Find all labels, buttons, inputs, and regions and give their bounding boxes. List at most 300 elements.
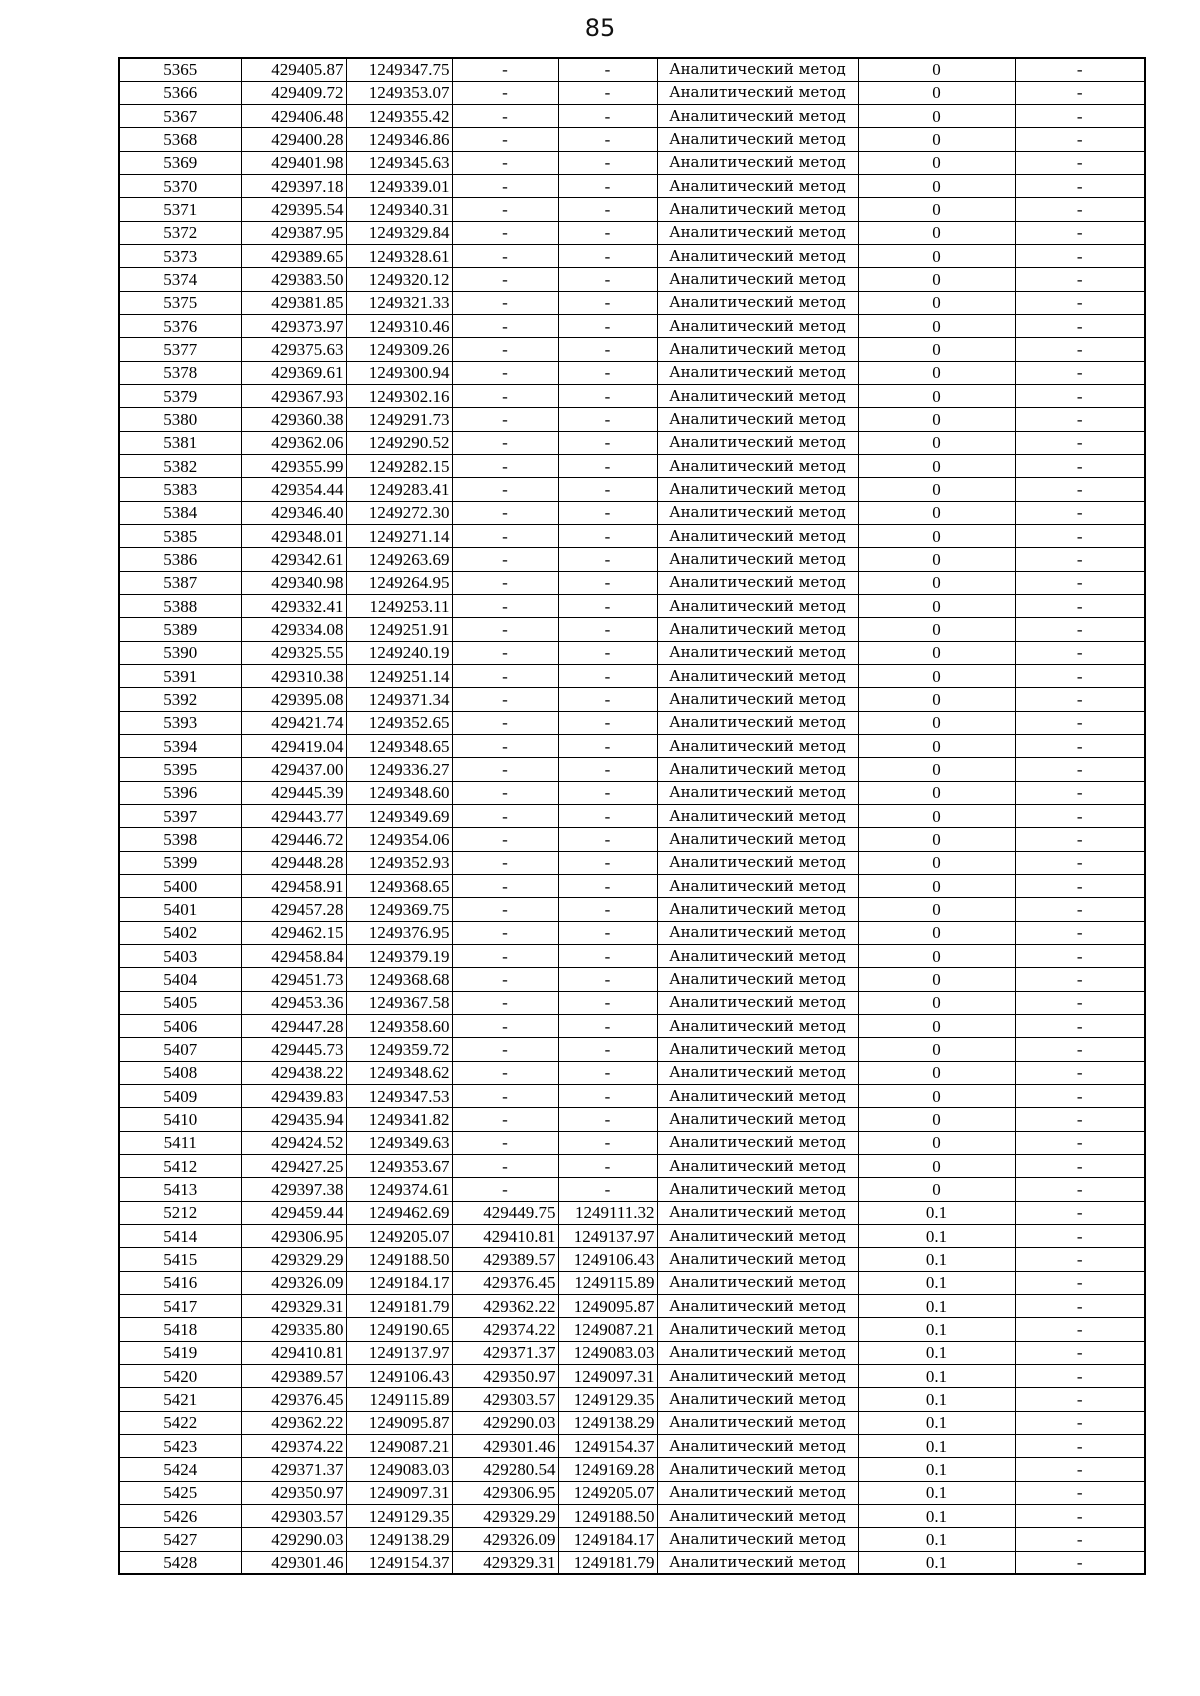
table-row: [119, 571, 1145, 594]
cell-note: -: [1015, 245, 1145, 268]
cell-x-coordinate-prev: 429306.95: [452, 1481, 558, 1504]
cell-x-coordinate-prev: 429410.81: [452, 1224, 558, 1247]
cell-x-coordinate-prev: -: [452, 1014, 558, 1037]
cell-accuracy: 0: [858, 991, 1015, 1014]
table-row: [119, 805, 1145, 828]
cell-method: Аналитический метод: [657, 1318, 858, 1341]
cell-point-number: 5382: [119, 455, 241, 478]
cell-note: -: [1015, 874, 1145, 897]
cell-accuracy: 0: [858, 361, 1015, 384]
cell-method: Аналитический метод: [657, 874, 858, 897]
table-row: [119, 525, 1145, 548]
cell-method: Аналитический метод: [657, 711, 858, 734]
table-row: [119, 1014, 1145, 1037]
cell-y-coordinate-prev: -: [558, 151, 657, 174]
cell-accuracy: 0.1: [858, 1458, 1015, 1481]
cell-y-coordinate: 1249138.29: [346, 1528, 452, 1551]
cell-accuracy: 0: [858, 898, 1015, 921]
cell-note: -: [1015, 1084, 1145, 1107]
cell-point-number: 5372: [119, 221, 241, 244]
cell-x-coordinate-prev: -: [452, 58, 558, 81]
cell-x-coordinate: 429367.93: [241, 385, 346, 408]
cell-x-coordinate-prev: -: [452, 758, 558, 781]
cell-note: -: [1015, 221, 1145, 244]
table-row: [119, 1178, 1145, 1201]
cell-note: -: [1015, 198, 1145, 221]
cell-y-coordinate: 1249368.68: [346, 968, 452, 991]
cell-note: -: [1015, 81, 1145, 104]
cell-method: Аналитический метод: [657, 268, 858, 291]
cell-y-coordinate-prev: -: [558, 758, 657, 781]
cell-y-coordinate: 1249106.43: [346, 1364, 452, 1387]
cell-y-coordinate-prev: -: [558, 1014, 657, 1037]
cell-method: Аналитический метод: [657, 548, 858, 571]
cell-accuracy: 0: [858, 151, 1015, 174]
cell-note: -: [1015, 1364, 1145, 1387]
cell-y-coordinate: 1249345.63: [346, 151, 452, 174]
table-row: [119, 455, 1145, 478]
cell-y-coordinate-prev: -: [558, 291, 657, 314]
cell-accuracy: 0: [858, 1154, 1015, 1177]
cell-y-coordinate-prev: -: [558, 851, 657, 874]
cell-method: Аналитический метод: [657, 1224, 858, 1247]
table-row: [119, 665, 1145, 688]
cell-method: Аналитический метод: [657, 1341, 858, 1364]
cell-accuracy: 0: [858, 58, 1015, 81]
cell-y-coordinate: 1249349.63: [346, 1131, 452, 1154]
cell-y-coordinate-prev: 1249169.28: [558, 1458, 657, 1481]
cell-method: Аналитический метод: [657, 58, 858, 81]
table-row: [119, 1294, 1145, 1317]
table-row: [119, 1528, 1145, 1551]
cell-method: Аналитический метод: [657, 735, 858, 758]
cell-point-number: 5405: [119, 991, 241, 1014]
table-row: [119, 851, 1145, 874]
cell-accuracy: 0.1: [858, 1201, 1015, 1224]
cell-accuracy: 0: [858, 944, 1015, 967]
cell-point-number: 5428: [119, 1551, 241, 1574]
cell-x-coordinate-prev: -: [452, 1084, 558, 1107]
cell-y-coordinate-prev: -: [558, 128, 657, 151]
cell-x-coordinate: 429457.28: [241, 898, 346, 921]
cell-point-number: 5416: [119, 1271, 241, 1294]
cell-point-number: 5427: [119, 1528, 241, 1551]
cell-note: -: [1015, 618, 1145, 641]
cell-accuracy: 0: [858, 175, 1015, 198]
table-row: [119, 58, 1145, 81]
cell-y-coordinate-prev: 1249129.35: [558, 1388, 657, 1411]
table-row: [119, 1061, 1145, 1084]
cell-note: -: [1015, 1131, 1145, 1154]
cell-method: Аналитический метод: [657, 1271, 858, 1294]
cell-y-coordinate: 1249462.69: [346, 1201, 452, 1224]
cell-method: Аналитический метод: [657, 291, 858, 314]
cell-x-coordinate: 429325.55: [241, 641, 346, 664]
table-row: [119, 128, 1145, 151]
cell-accuracy: 0: [858, 1108, 1015, 1131]
cell-note: -: [1015, 1528, 1145, 1551]
cell-note: -: [1015, 128, 1145, 151]
cell-point-number: 5424: [119, 1458, 241, 1481]
table-row: [119, 198, 1145, 221]
table-row: [119, 245, 1145, 268]
cell-y-coordinate-prev: -: [558, 268, 657, 291]
table-row: [119, 431, 1145, 454]
cell-x-coordinate: 429375.63: [241, 338, 346, 361]
cell-method: Аналитический метод: [657, 688, 858, 711]
cell-x-coordinate-prev: 429389.57: [452, 1248, 558, 1271]
cell-x-coordinate-prev: 429303.57: [452, 1388, 558, 1411]
cell-y-coordinate: 1249282.15: [346, 455, 452, 478]
table-row: [119, 385, 1145, 408]
cell-method: Аналитический метод: [657, 1551, 858, 1574]
cell-point-number: 5399: [119, 851, 241, 874]
cell-method: Аналитический метод: [657, 1154, 858, 1177]
cell-y-coordinate-prev: -: [558, 1131, 657, 1154]
table-row: [119, 175, 1145, 198]
cell-note: -: [1015, 805, 1145, 828]
cell-note: -: [1015, 315, 1145, 338]
table-row: [119, 548, 1145, 571]
table-row: [119, 874, 1145, 897]
cell-accuracy: 0: [858, 805, 1015, 828]
cell-y-coordinate-prev: -: [558, 874, 657, 897]
cell-x-coordinate: 429439.83: [241, 1084, 346, 1107]
cell-x-coordinate-prev: -: [452, 874, 558, 897]
cell-accuracy: 0: [858, 595, 1015, 618]
cell-x-coordinate: 429410.81: [241, 1341, 346, 1364]
cell-point-number: 5377: [119, 338, 241, 361]
cell-y-coordinate-prev: -: [558, 361, 657, 384]
table-row: [119, 828, 1145, 851]
cell-y-coordinate: 1249097.31: [346, 1481, 452, 1504]
cell-note: -: [1015, 1038, 1145, 1061]
cell-note: -: [1015, 1411, 1145, 1434]
cell-method: Аналитический метод: [657, 618, 858, 641]
cell-x-coordinate: 429427.25: [241, 1154, 346, 1177]
cell-y-coordinate-prev: -: [558, 1084, 657, 1107]
cell-note: -: [1015, 408, 1145, 431]
cell-x-coordinate: 429348.01: [241, 525, 346, 548]
cell-y-coordinate-prev: -: [558, 1061, 657, 1084]
cell-x-coordinate-prev: 429329.31: [452, 1551, 558, 1574]
cell-x-coordinate-prev: 429326.09: [452, 1528, 558, 1551]
cell-y-coordinate: 1249205.07: [346, 1224, 452, 1247]
cell-x-coordinate: 429421.74: [241, 711, 346, 734]
cell-note: -: [1015, 1458, 1145, 1481]
cell-x-coordinate-prev: -: [452, 898, 558, 921]
cell-method: Аналитический метод: [657, 665, 858, 688]
cell-note: -: [1015, 291, 1145, 314]
cell-point-number: 5407: [119, 1038, 241, 1061]
cell-point-number: 5420: [119, 1364, 241, 1387]
cell-y-coordinate: 1249154.37: [346, 1551, 452, 1574]
cell-method: Аналитический метод: [657, 525, 858, 548]
cell-y-coordinate-prev: -: [558, 828, 657, 851]
cell-method: Аналитический метод: [657, 361, 858, 384]
table-row: [119, 1318, 1145, 1341]
cell-x-coordinate-prev: -: [452, 291, 558, 314]
cell-method: Аналитический метод: [657, 455, 858, 478]
cell-point-number: 5418: [119, 1318, 241, 1341]
cell-y-coordinate: 1249369.75: [346, 898, 452, 921]
cell-note: -: [1015, 431, 1145, 454]
cell-point-number: 5368: [119, 128, 241, 151]
cell-y-coordinate-prev: 1249106.43: [558, 1248, 657, 1271]
cell-x-coordinate-prev: -: [452, 478, 558, 501]
cell-x-coordinate: 429437.00: [241, 758, 346, 781]
cell-x-coordinate: 429346.40: [241, 501, 346, 524]
cell-point-number: 5381: [119, 431, 241, 454]
cell-y-coordinate: 1249367.58: [346, 991, 452, 1014]
cell-method: Аналитический метод: [657, 105, 858, 128]
cell-accuracy: 0: [858, 828, 1015, 851]
cell-y-coordinate: 1249115.89: [346, 1388, 452, 1411]
cell-x-coordinate-prev: -: [452, 81, 558, 104]
coordinates-table: [118, 57, 1146, 1575]
cell-note: -: [1015, 641, 1145, 664]
cell-x-coordinate-prev: 429301.46: [452, 1434, 558, 1457]
cell-note: -: [1015, 1481, 1145, 1504]
cell-x-coordinate-prev: -: [452, 501, 558, 524]
cell-y-coordinate: 1249368.65: [346, 874, 452, 897]
cell-y-coordinate-prev: -: [558, 175, 657, 198]
cell-y-coordinate: 1249283.41: [346, 478, 452, 501]
cell-note: -: [1015, 478, 1145, 501]
cell-point-number: 5422: [119, 1411, 241, 1434]
cell-accuracy: 0: [858, 851, 1015, 874]
cell-point-number: 5391: [119, 665, 241, 688]
cell-x-coordinate: 429329.31: [241, 1294, 346, 1317]
cell-note: -: [1015, 595, 1145, 618]
cell-y-coordinate: 1249347.75: [346, 58, 452, 81]
cell-x-coordinate: 429326.09: [241, 1271, 346, 1294]
cell-y-coordinate: 1249352.93: [346, 851, 452, 874]
table-row: [119, 1341, 1145, 1364]
cell-method: Аналитический метод: [657, 408, 858, 431]
cell-y-coordinate: 1249129.35: [346, 1504, 452, 1527]
cell-method: Аналитический метод: [657, 1458, 858, 1481]
cell-note: -: [1015, 665, 1145, 688]
cell-note: -: [1015, 361, 1145, 384]
table-row: [119, 151, 1145, 174]
cell-y-coordinate: 1249376.95: [346, 921, 452, 944]
table-row: [119, 641, 1145, 664]
cell-point-number: 5392: [119, 688, 241, 711]
cell-x-coordinate: 429395.54: [241, 198, 346, 221]
cell-note: -: [1015, 268, 1145, 291]
cell-y-coordinate: 1249354.06: [346, 828, 452, 851]
cell-accuracy: 0: [858, 688, 1015, 711]
cell-x-coordinate: 429362.06: [241, 431, 346, 454]
cell-x-coordinate: 429369.61: [241, 361, 346, 384]
table-row: [119, 944, 1145, 967]
cell-x-coordinate-prev: -: [452, 1154, 558, 1177]
cell-accuracy: 0: [858, 478, 1015, 501]
cell-y-coordinate-prev: 1249095.87: [558, 1294, 657, 1317]
cell-y-coordinate-prev: -: [558, 58, 657, 81]
table-row: [119, 1248, 1145, 1271]
cell-point-number: 5400: [119, 874, 241, 897]
cell-x-coordinate: 429350.97: [241, 1481, 346, 1504]
cell-method: Аналитический метод: [657, 221, 858, 244]
cell-accuracy: 0: [858, 781, 1015, 804]
cell-note: -: [1015, 1248, 1145, 1271]
cell-method: Аналитический метод: [657, 385, 858, 408]
cell-y-coordinate: 1249320.12: [346, 268, 452, 291]
cell-y-coordinate-prev: 1249115.89: [558, 1271, 657, 1294]
cell-note: -: [1015, 1388, 1145, 1411]
cell-x-coordinate: 429405.87: [241, 58, 346, 81]
table-row: [119, 781, 1145, 804]
cell-y-coordinate: 1249352.65: [346, 711, 452, 734]
cell-method: Аналитический метод: [657, 571, 858, 594]
cell-y-coordinate-prev: -: [558, 81, 657, 104]
cell-y-coordinate: 1249290.52: [346, 431, 452, 454]
cell-x-coordinate-prev: -: [452, 921, 558, 944]
cell-method: Аналитический метод: [657, 641, 858, 664]
cell-note: -: [1015, 1061, 1145, 1084]
cell-x-coordinate-prev: -: [452, 688, 558, 711]
cell-y-coordinate: 1249300.94: [346, 361, 452, 384]
cell-y-coordinate: 1249309.26: [346, 338, 452, 361]
cell-accuracy: 0.1: [858, 1411, 1015, 1434]
cell-x-coordinate-prev: -: [452, 944, 558, 967]
cell-y-coordinate: 1249253.11: [346, 595, 452, 618]
cell-x-coordinate-prev: -: [452, 711, 558, 734]
cell-note: -: [1015, 151, 1145, 174]
cell-y-coordinate-prev: 1249181.79: [558, 1551, 657, 1574]
cell-point-number: 5406: [119, 1014, 241, 1037]
cell-y-coordinate-prev: -: [558, 455, 657, 478]
cell-x-coordinate-prev: 429362.22: [452, 1294, 558, 1317]
cell-y-coordinate: 1249264.95: [346, 571, 452, 594]
table-row: [119, 338, 1145, 361]
cell-x-coordinate-prev: -: [452, 151, 558, 174]
cell-note: -: [1015, 828, 1145, 851]
cell-point-number: 5375: [119, 291, 241, 314]
cell-y-coordinate-prev: -: [558, 735, 657, 758]
cell-y-coordinate-prev: -: [558, 805, 657, 828]
cell-note: -: [1015, 1551, 1145, 1574]
table-row: [119, 81, 1145, 104]
cell-y-coordinate: 1249379.19: [346, 944, 452, 967]
cell-x-coordinate-prev: -: [452, 1061, 558, 1084]
cell-x-coordinate-prev: 429329.29: [452, 1504, 558, 1527]
cell-x-coordinate: 429448.28: [241, 851, 346, 874]
cell-point-number: 5374: [119, 268, 241, 291]
cell-y-coordinate: 1249371.34: [346, 688, 452, 711]
cell-method: Аналитический метод: [657, 1248, 858, 1271]
cell-point-number: 5388: [119, 595, 241, 618]
cell-note: -: [1015, 711, 1145, 734]
cell-x-coordinate: 429334.08: [241, 618, 346, 641]
cell-x-coordinate: 429424.52: [241, 1131, 346, 1154]
cell-y-coordinate-prev: -: [558, 408, 657, 431]
table-row: [119, 1271, 1145, 1294]
cell-accuracy: 0: [858, 711, 1015, 734]
cell-x-coordinate: 429342.61: [241, 548, 346, 571]
cell-method: Аналитический метод: [657, 1388, 858, 1411]
cell-method: Аналитический метод: [657, 501, 858, 524]
cell-accuracy: 0.1: [858, 1504, 1015, 1527]
cell-y-coordinate-prev: -: [558, 221, 657, 244]
cell-note: -: [1015, 688, 1145, 711]
cell-y-coordinate: 1249087.21: [346, 1434, 452, 1457]
cell-x-coordinate-prev: -: [452, 781, 558, 804]
cell-point-number: 5397: [119, 805, 241, 828]
cell-point-number: 5415: [119, 1248, 241, 1271]
cell-method: Аналитический метод: [657, 898, 858, 921]
cell-accuracy: 0: [858, 1014, 1015, 1037]
cell-x-coordinate: 429458.91: [241, 874, 346, 897]
cell-accuracy: 0.1: [858, 1388, 1015, 1411]
cell-x-coordinate: 429409.72: [241, 81, 346, 104]
cell-note: -: [1015, 944, 1145, 967]
table-row: [119, 1481, 1145, 1504]
cell-note: -: [1015, 175, 1145, 198]
cell-x-coordinate-prev: -: [452, 268, 558, 291]
cell-point-number: 5398: [119, 828, 241, 851]
cell-y-coordinate: 1249240.19: [346, 641, 452, 664]
table-row: [119, 268, 1145, 291]
cell-y-coordinate-prev: -: [558, 641, 657, 664]
cell-method: Аналитический метод: [657, 338, 858, 361]
cell-y-coordinate: 1249329.84: [346, 221, 452, 244]
cell-method: Аналитический метод: [657, 851, 858, 874]
cell-method: Аналитический метод: [657, 245, 858, 268]
cell-x-coordinate: 429371.37: [241, 1458, 346, 1481]
cell-y-coordinate-prev: 1249184.17: [558, 1528, 657, 1551]
cell-method: Аналитический метод: [657, 1108, 858, 1131]
cell-note: -: [1015, 968, 1145, 991]
cell-x-coordinate: 429458.84: [241, 944, 346, 967]
cell-y-coordinate: 1249374.61: [346, 1178, 452, 1201]
cell-x-coordinate: 429400.28: [241, 128, 346, 151]
cell-method: Аналитический метод: [657, 1131, 858, 1154]
cell-note: -: [1015, 1201, 1145, 1224]
cell-x-coordinate: 429397.38: [241, 1178, 346, 1201]
cell-method: Аналитический метод: [657, 1528, 858, 1551]
cell-point-number: 5379: [119, 385, 241, 408]
table-body: [119, 58, 1145, 1574]
table-row: [119, 1551, 1145, 1574]
cell-y-coordinate-prev: -: [558, 338, 657, 361]
cell-note: -: [1015, 1014, 1145, 1037]
cell-method: Аналитический метод: [657, 1504, 858, 1527]
cell-method: Аналитический метод: [657, 175, 858, 198]
cell-x-coordinate-prev: -: [452, 525, 558, 548]
cell-point-number: 5385: [119, 525, 241, 548]
cell-point-number: 5413: [119, 1178, 241, 1201]
cell-y-coordinate-prev: -: [558, 1108, 657, 1131]
cell-x-coordinate: 429381.85: [241, 291, 346, 314]
cell-point-number: 5402: [119, 921, 241, 944]
cell-accuracy: 0.1: [858, 1294, 1015, 1317]
cell-x-coordinate: 429395.08: [241, 688, 346, 711]
cell-y-coordinate: 1249188.50: [346, 1248, 452, 1271]
cell-x-coordinate-prev: -: [452, 385, 558, 408]
cell-y-coordinate-prev: -: [558, 921, 657, 944]
cell-point-number: 5419: [119, 1341, 241, 1364]
cell-point-number: 5410: [119, 1108, 241, 1131]
cell-x-coordinate: 429445.73: [241, 1038, 346, 1061]
cell-x-coordinate-prev: -: [452, 338, 558, 361]
cell-y-coordinate: 1249346.86: [346, 128, 452, 151]
cell-accuracy: 0: [858, 1038, 1015, 1061]
cell-x-coordinate-prev: -: [452, 991, 558, 1014]
cell-x-coordinate-prev: 429371.37: [452, 1341, 558, 1364]
